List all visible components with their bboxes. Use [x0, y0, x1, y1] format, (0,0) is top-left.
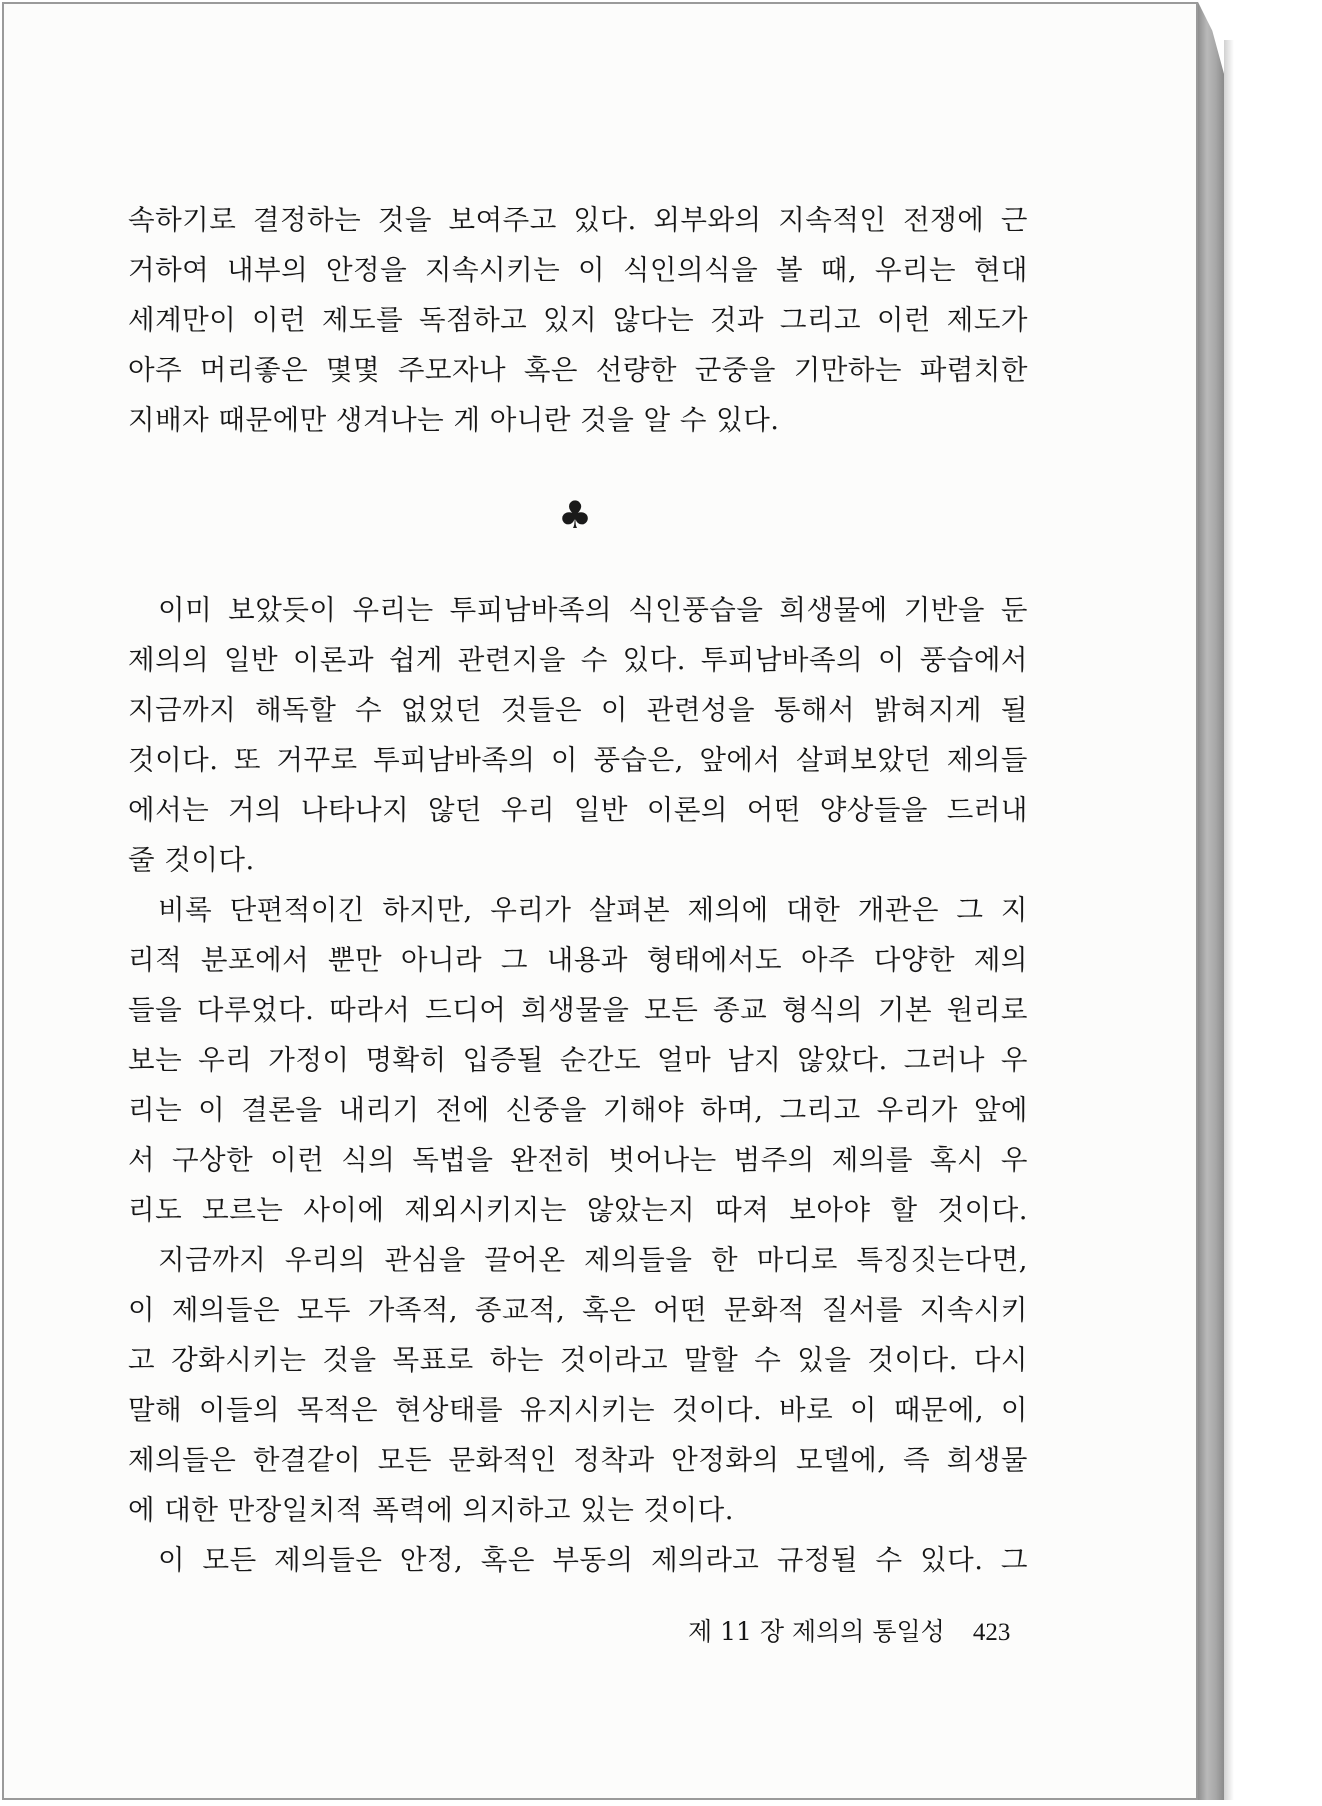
text-line: 리는 이 결론을 내리기 전에 신중을 기해야 하며, 그리고 우리가 앞에	[128, 1094, 1028, 1126]
text-line: 이 제의들은 모두 가족적, 종교적, 혹은 어떤 문화적 질서를 지속시키	[128, 1294, 1028, 1326]
text-line: 지배자 때문에만 생겨나는 게 아니란 것을 알 수 있다.	[128, 404, 780, 436]
page-stack-edge	[1198, 2, 1224, 1800]
text-line: 에서는 거의 나타나지 않던 우리 일반 이론의 어떤 양상들을 드러내	[128, 794, 1028, 826]
text-line: 서 구상한 이런 식의 독법을 완전히 벗어나는 범주의 제의를 혹시 우	[128, 1144, 1028, 1176]
page-shadow	[1224, 40, 1234, 1800]
text-line: 아주 머리좋은 몇몇 주모자나 혹은 선량한 군중을 기만하는 파렴치한	[128, 354, 1028, 386]
text-line: 이 모든 제의들은 안정, 혹은 부동의 제의라고 규정될 수 있다. 그	[158, 1544, 1028, 1576]
page-number: 423	[972, 1619, 1011, 1646]
text-line: 비록 단편적이긴 하지만, 우리가 살펴본 제의에 대한 개관은 그 지	[158, 894, 1028, 926]
chapter-title: 제 11 장 제의의 통일성	[688, 1617, 945, 1646]
club-ornament-icon: ♣	[557, 493, 593, 537]
text-line: 세계만이 이런 제도를 독점하고 있지 않다는 것과 그리고 이런 제도가	[128, 304, 1028, 336]
running-footer	[688, 1612, 1010, 1653]
text-line: 리도 모르는 사이에 제외시키지는 않았는지 따져 보아야 할 것이다.	[128, 1194, 1028, 1226]
text-line: 말해 이들의 목적은 현상태를 유지시키는 것이다. 바로 이 때문에, 이	[128, 1394, 1028, 1426]
text-line: 지금까지 우리의 관심을 끌어온 제의들을 한 마디로 특징짓는다면,	[158, 1244, 1028, 1276]
text-line: 것이다. 또 거꾸로 투피남바족의 이 풍습은, 앞에서 살펴보았던 제의들	[128, 744, 1028, 776]
text-line: 줄 것이다.	[128, 844, 255, 876]
text-line: 들을 다루었다. 따라서 드디어 희생물을 모든 종교 형식의 기본 원리로	[128, 994, 1028, 1026]
text-line: 거하여 내부의 안정을 지속시키는 이 식인의식을 볼 때, 우리는 현대	[128, 254, 1028, 286]
text-line: 지금까지 해독할 수 없었던 것들은 이 관련성을 통해서 밝혀지게 될	[128, 694, 1028, 726]
text-line: 에 대한 만장일치적 폭력에 의지하고 있는 것이다.	[128, 1494, 734, 1526]
text-line: 속하기로 결정하는 것을 보여주고 있다. 외부와의 지속적인 전쟁에 근	[128, 204, 1028, 236]
text-line: 제의의 일반 이론과 쉽게 관련지을 수 있다. 투피남바족의 이 풍습에서	[128, 644, 1028, 676]
text-line: 제의들은 한결같이 모든 문화적인 정착과 안정화의 모델에, 즉 희생물	[128, 1444, 1028, 1476]
text-line: 고 강화시키는 것을 목표로 하는 것이라고 말할 수 있을 것이다. 다시	[128, 1344, 1028, 1376]
text-line: 리적 분포에서 뿐만 아니라 그 내용과 형태에서도 아주 다양한 제의	[128, 944, 1028, 976]
text-line: 보는 우리 가정이 명확히 입증될 순간도 얼마 남지 않았다. 그러나 우	[128, 1044, 1028, 1076]
text-line: 이미 보았듯이 우리는 투피남바족의 식인풍습을 희생물에 기반을 둔	[158, 594, 1028, 626]
